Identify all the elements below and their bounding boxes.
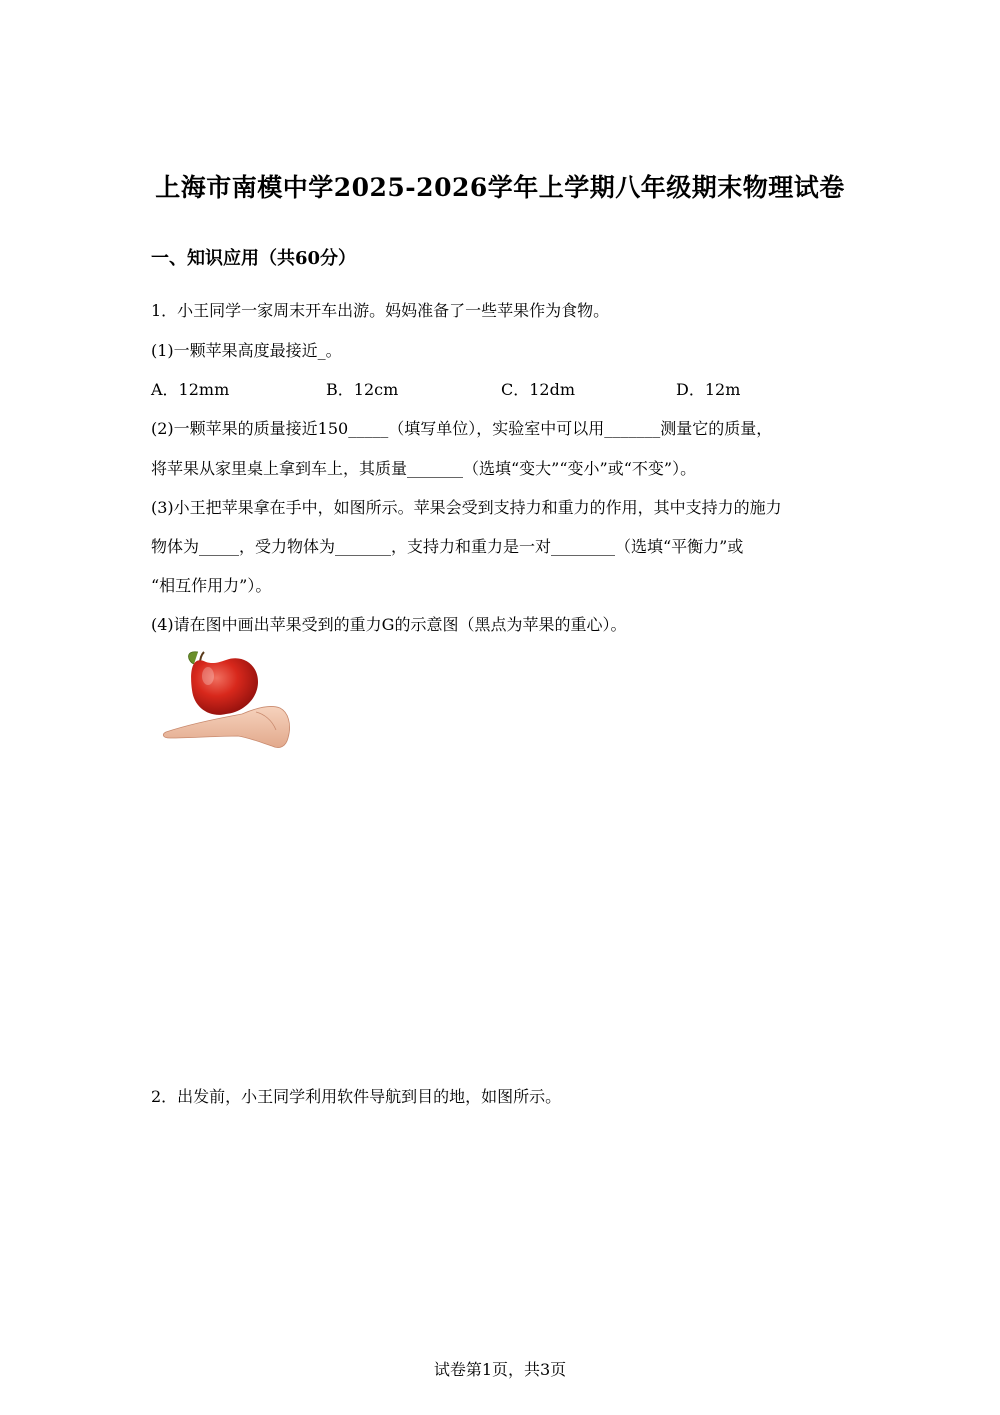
apple-in-hand-figure	[160, 646, 300, 754]
exam-title: 上海市南模中学2025-2026学年上学期八年级期末物理试卷	[155, 173, 845, 202]
page-footer: 试卷第1页，共3页	[433, 1360, 567, 1379]
question-1-part-4: (4)请在图中画出苹果受到的重力G的示意图（黑点为苹果的重心）。	[151, 615, 627, 634]
option-b: B．12cm	[326, 380, 399, 399]
question-1-stem: 1．小王同学一家周末开车出游。妈妈准备了一些苹果作为食物。	[151, 301, 610, 320]
question-2-stem: 2．出发前，小王同学利用软件导航到目的地，如图所示。	[151, 1087, 562, 1106]
option-c: C．12dm	[501, 380, 576, 399]
option-a: A．12mm	[151, 380, 230, 399]
option-d: D．12m	[676, 380, 741, 399]
question-1-part-2-line-1: (2)一颗苹果的质量接近150_____（填写单位），实验室中可以用_______测量它的质量，	[151, 419, 773, 438]
section-heading: 一、知识应用（共60分）	[151, 248, 357, 269]
question-1-part-2-line-2: 将苹果从家里桌上拿到车上，其质量_______（选填“变大”“变小”或“不变”）。	[151, 459, 697, 478]
question-1-options	[151, 377, 851, 400]
question-1-part-1: (1)一颗苹果高度最接近_。	[151, 341, 342, 360]
question-1-part-3-line-2: 物体为_____，受力物体为_______，支持力和重力是一对________（选填“平衡力”或	[151, 537, 744, 556]
question-1-part-3-line-3: “相互作用力”）。	[151, 576, 272, 595]
apple-icon	[191, 658, 258, 715]
question-1-part-3-line-1: (3)小王把苹果拿在手中，如图所示。苹果会受到支持力和重力的作用，其中支持力的施力	[151, 498, 782, 517]
